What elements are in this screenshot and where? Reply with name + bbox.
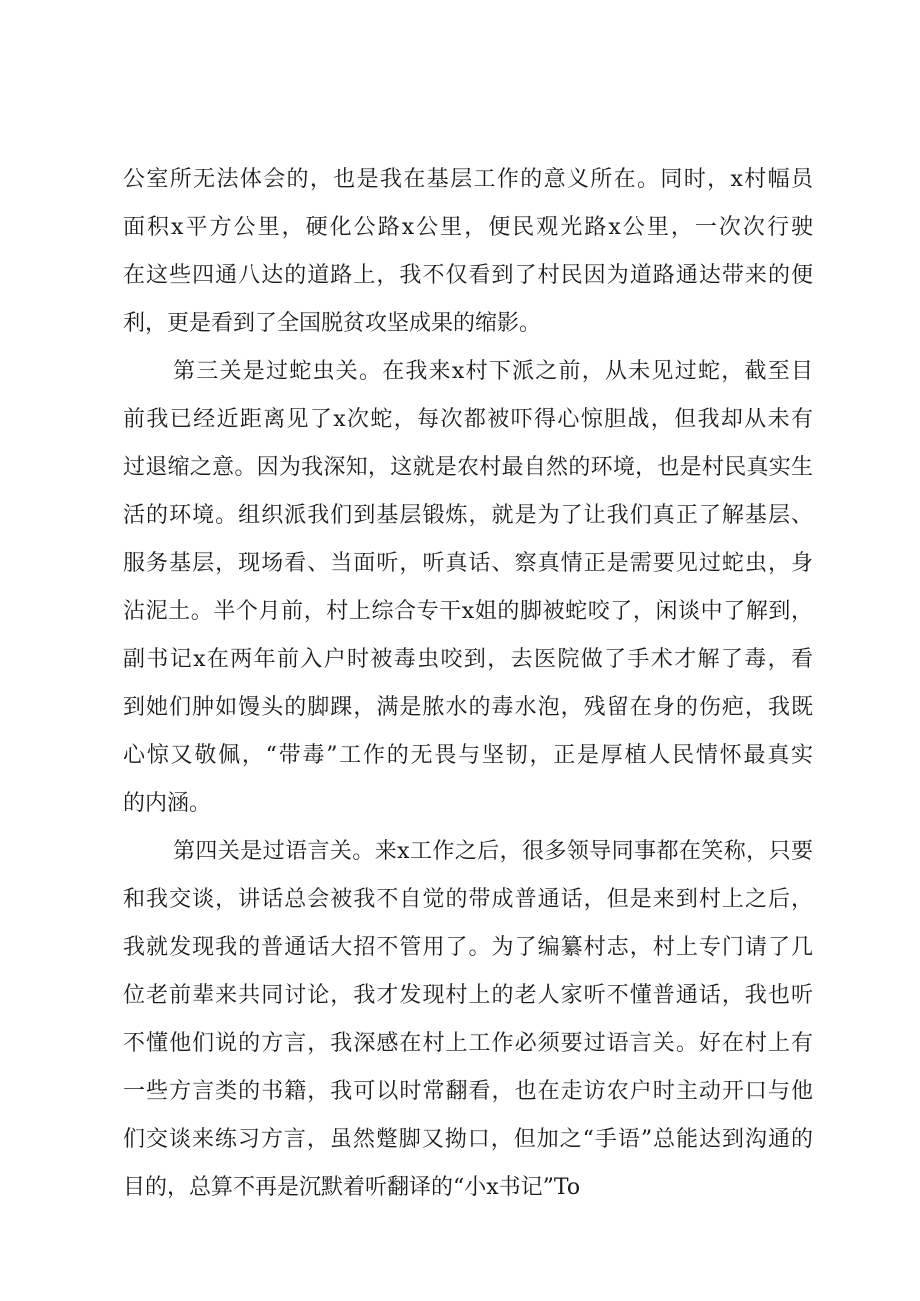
text-line: 我就发现我的普通话大招不管用了。为了编纂村志，村上专门请了几 (123, 935, 813, 960)
text-line: 利，更是看到了全国脱贫攻坚成果的缩影。 (123, 311, 542, 336)
paragraph-start-line: 第四关是过语言关。来x工作之后，很多领导同事都在笑称，只要 (173, 839, 813, 864)
text-line: 的内涵。 (123, 791, 212, 816)
text-line: 前我已经近距离见了x次蛇，每次都被吓得心惊胆战，但我却从未有 (123, 407, 813, 432)
text-line: 在这些四通八达的道路上，我不仅看到了村民因为道路通达带来的便 (123, 263, 813, 288)
text-line: 过退缩之意。因为我深知，这就是农村最自然的环境，也是村民真实生 (123, 455, 813, 480)
text-line: 副书记x在两年前入户时被毒虫咬到，去医院做了手术才解了毒，看 (123, 647, 813, 672)
text-line: 面积x平方公里，硬化公路x公里，便民观光路x公里，一次次行驶 (123, 215, 813, 240)
paragraph-start-line: 第三关是过蛇虫关。在我来x村下派之前，从未见过蛇，截至目 (173, 359, 813, 384)
text-line: 和我交谈，讲话总会被我不自觉的带成普通话，但是来到村上之后， (123, 887, 813, 912)
text-line: 心惊又敬佩，“带毒”工作的无畏与坚韧，正是厚植人民情怀最真实 (123, 743, 813, 768)
text-line: 位老前辈来共同讨论，我才发现村上的老人家听不懂普通话，我也听 (123, 983, 813, 1008)
text-line: 到她们肿如馒头的脚踝，满是脓水的毒水泡，残留在身的伤疤，我既 (123, 695, 813, 720)
text-line: 服务基层，现场看、当面听，听真话、察真情正是需要见过蛇虫，身 (123, 551, 813, 576)
text-line: 公室所无法体会的，也是我在基层工作的意义所在。同时，x村幅员 (123, 167, 813, 192)
text-line: 一些方言类的书籍，我可以时常翻看，也在走访农户时主动开口与他 (123, 1079, 813, 1104)
text-line: 活的环境。组织派我们到基层锻炼，就是为了让我们真正了解基层、 (123, 503, 813, 528)
text-line: 沾泥土。半个月前，村上综合专干x姐的脚被蛇咬了，闲谈中了解到， (123, 599, 813, 624)
text-line: 不懂他们说的方言，我深感在村上工作必须要过语言关。好在村上有 (123, 1031, 813, 1056)
text-line: 目的，总算不再是沉默着听翻译的“小x书记”To (123, 1175, 581, 1200)
text-line: 们交谈来练习方言，虽然蹩脚又拗口，但加之“手语”总能达到沟通的 (123, 1127, 813, 1152)
